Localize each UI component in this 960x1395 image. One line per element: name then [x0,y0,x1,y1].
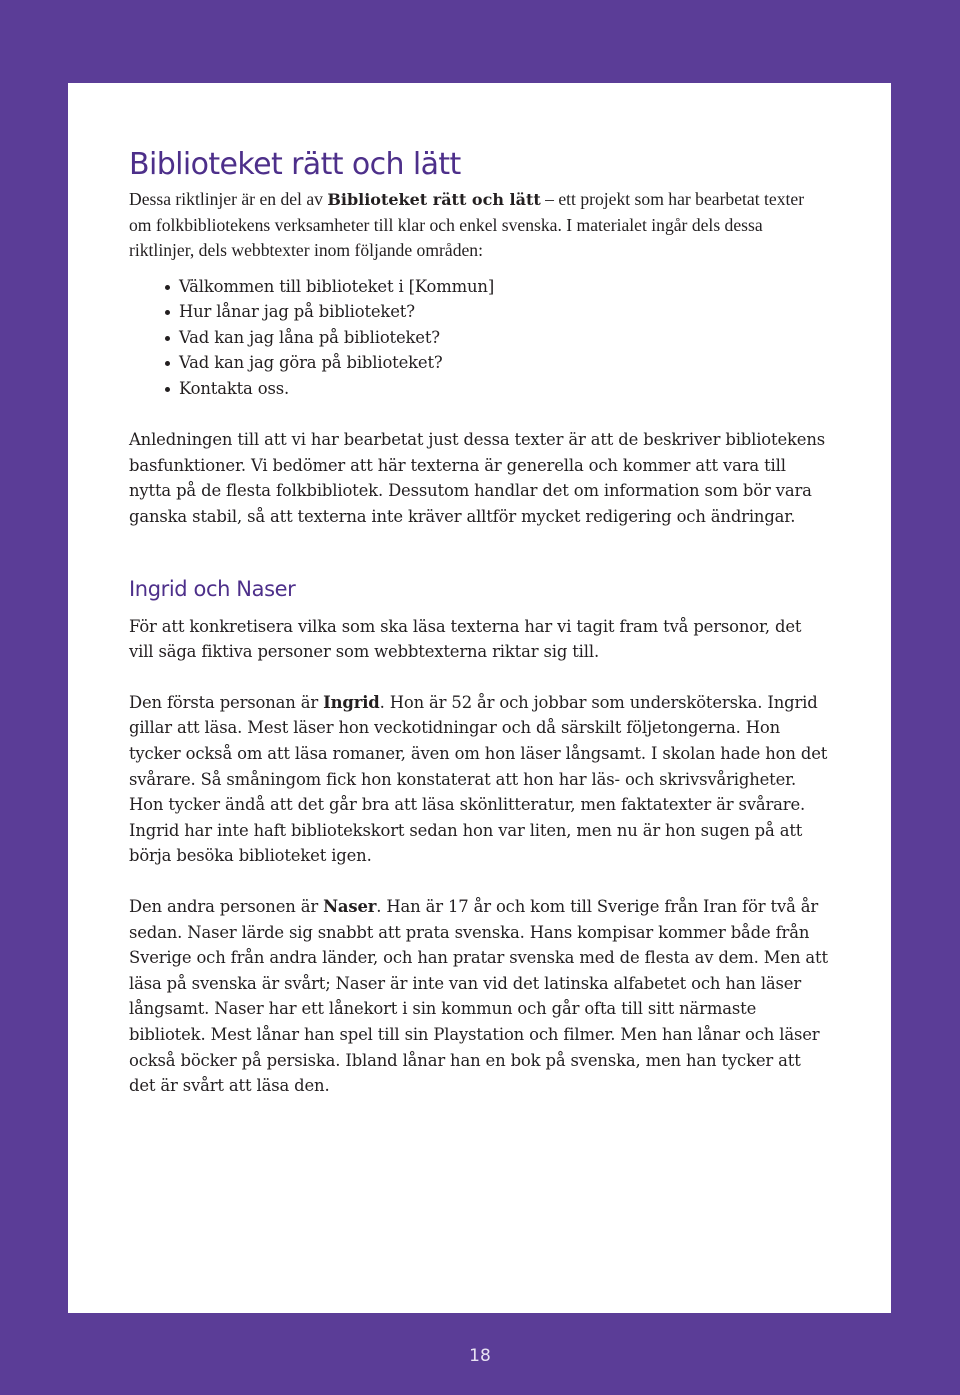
list-item [165,350,829,376]
intro-text-start: Dessa riktlinjer är en del av [129,189,328,209]
page-content [129,147,829,1099]
list-item-text: Vad kan jag göra på biblioteket? [179,353,443,373]
list-item [165,274,829,300]
list-item [165,376,829,402]
bullet-icon [165,361,170,366]
list-item-text: Vad kan jag låna på biblioteket? [179,327,440,347]
personas-intro-paragraph: För att konkretisera vilka som ska läsa texterna har vi tagit fram två personor, det vill säga fiktiva personer som webbtexterna riktar sig till. [129,616,802,662]
intro-paragraph [129,187,829,264]
list-item-text: Kontakta oss. [179,378,290,398]
naser-paragraph [129,894,829,1099]
bullet-icon [165,336,170,341]
ingrid-name: Ingrid [323,692,380,712]
naser-name: Naser [323,897,377,916]
naser-text-start: Den andra personen är [129,897,324,916]
ingrid-text-start: Den första personan är [129,692,324,712]
ingrid-text-end: . Hon är 52 år och jobbar som undersköterska. Ingrid gillar att läsa. Mest läser hon veckotidningar och då särskilt följetongerna. Hon tycker också om att läsa romaner, även om hon läser långsamt. I skolan hade hon det svårare. Så småningom fick hon konstaterat att hon har läs- och skrivsvårigheter. Hon tycker ändå att det går bra att läsa skönlitteratur, men faktatexter är svårare. Ingrid har inte haft bibliotekskort sedan hon var liten, men nu är hon sugen på att börja besöka biblioteket igen. [129,692,828,866]
intro-text-end: – ett projekt som har bearbetat texter om folkbibliotekens verksamheter till klar och enkel svenska. I materialet ingår dels dessa riktlinjer, dels webbtexter inom följande områden: [129,189,805,261]
rationale-paragraph: Anledningen till att vi har bearbetat just dessa texter är att de beskriver bibliotekens basfunktioner. Vi bedömer att här texterna är generella och kommer att vara till nytta på de flesta folkbibliotek. Dessutom handlar det om information som bör vara ganska stabil, så att texterna inte kräver alltför mycket redigering och ändringar. [129,430,826,527]
project-name: Biblioteket rätt och lätt [327,190,541,209]
bullet-icon [165,310,170,315]
naser-text-end: . Han är 17 år och kom till Sverige från Iran för två år sedan. Naser lärde sig snabbt att prata svenska. Hans kompisar kommer både från Sverige och från andra länder, och han pratar svenska med de flesta av dem. Men att läsa på svenska är svårt; Naser är inte van vid det latinska alfabetet och han läser långsamt. Naser har ett lånekort i sin kommun och går ofta till sitt närmaste bibliotek. Mest lånar han spel till sin Playstation och filmer. Men han lånar och läser också böcker på persiska. Ibland lånar han en bok på svenska, men han tycker att det är svårt att läsa den. [129,897,828,1096]
ingrid-paragraph [129,690,829,869]
list-item [165,299,829,325]
page-title: Biblioteket rätt och lätt [129,147,461,182]
document-page [68,83,891,1313]
bullet-icon [165,387,170,392]
list-item [165,325,829,351]
section-heading: Ingrid och Naser [129,576,296,601]
topic-list [129,274,829,402]
bullet-icon [165,285,170,290]
list-item-text: Hur lånar jag på biblioteket? [179,302,415,322]
page-number: 18 [469,1346,491,1366]
list-item-text: Välkommen till biblioteket i [Kommun] [179,276,495,296]
